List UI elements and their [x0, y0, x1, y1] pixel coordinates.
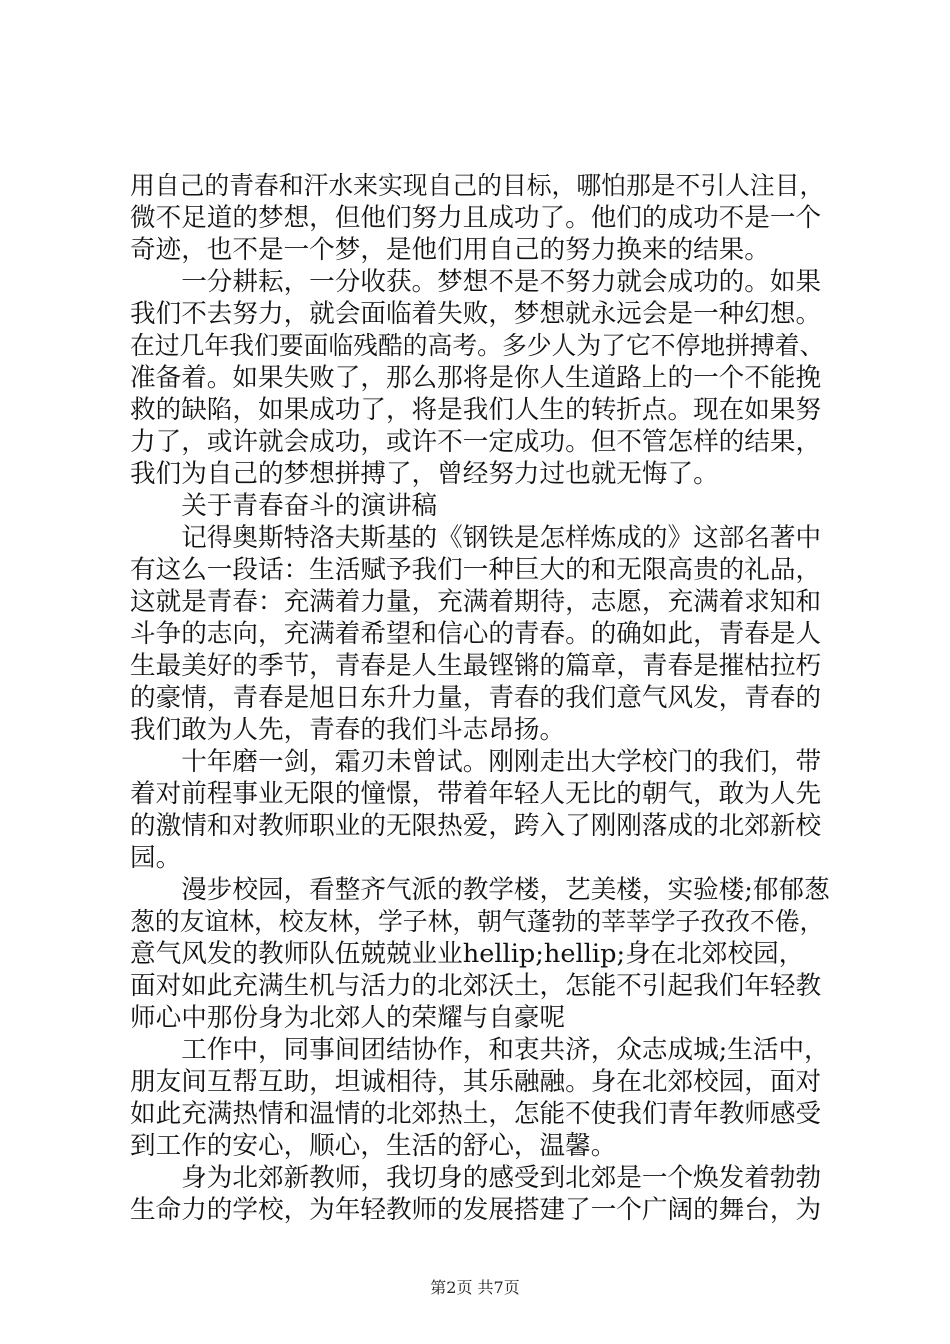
text-line: 力了，或许就会成功，或许不一定成功。但不管怎样的结果， — [130, 427, 822, 457]
text-line: 奇迹，也不是一个梦，是他们用自己的努力换来的结果。 — [130, 235, 770, 265]
text-line: 朋友间互帮互助，坦诚相待，其乐融融。身在北郊校园，面对 — [130, 1067, 822, 1097]
text-line: 工作中，同事间团结协作，和衷共济，众志成城;生活中， — [130, 1035, 830, 1065]
text-line: 用自己的青春和汗水来实现自己的目标，哪怕那是不引人注目， — [130, 171, 825, 200]
text-line: 一分耕耘，一分收获。梦想不是不努力就会成功的。如果 — [130, 267, 822, 297]
page-footer: 第2页 共7页 — [430, 1278, 520, 1297]
text-line: 关于青春奋斗的演讲稿 — [130, 491, 438, 521]
text-line: 我们不去努力，就会面临着失败，梦想就永远会是一种幻想。 — [130, 299, 822, 329]
text-line: 意气风发的教师队伍兢兢业业hellip;hellip;身在北郊校园， — [130, 939, 805, 969]
text-line: 如此充满热情和温情的北郊热土，怎能不使我们青年教师感受 — [130, 1099, 822, 1129]
text-line: 园。 — [130, 843, 182, 873]
text-line: 微不足道的梦想，但他们努力且成功了。他们的成功不是一个 — [130, 203, 822, 233]
text-line: 在过几年我们要面临残酷的高考。多少人为了它不停地拼搏着、 — [130, 331, 825, 360]
text-line: 生最美好的季节，青春是人生最铿锵的篇章，青春是摧枯拉朽 — [130, 651, 822, 681]
text-line: 记得奥斯特洛夫斯基的《钢铁是怎样炼成的》这部名著中 — [130, 523, 822, 553]
text-line: 十年磨一剑，霜刃未曾试。刚刚走出大学校门的我们，带 — [130, 747, 822, 777]
text-line: 斗争的志向，充满着希望和信心的青春。的确如此，青春是人 — [130, 619, 822, 649]
text-line: 我们敢为人先，青春的我们斗志昂扬。 — [130, 715, 566, 745]
text-line: 的豪情，青春是旭日东升力量，青春的我们意气风发，青春的 — [130, 683, 822, 713]
text-line: 着对前程事业无限的憧憬，带着年轻人无比的朝气，敢为人先 — [130, 779, 822, 809]
text-line: 师心中那份身为北郊人的荣耀与自豪呢 — [130, 1003, 566, 1033]
text-line: 身为北郊新教师，我切身的感受到北郊是一个焕发着勃勃 — [130, 1163, 822, 1193]
text-line: 救的缺陷，如果成功了，将是我们人生的转折点。现在如果努 — [130, 395, 822, 425]
text-line: 生命力的学校，为年轻教师的发展搭建了一个广阔的舞台，为 — [130, 1195, 822, 1225]
text-line: 的激情和对教师职业的无限热爱，跨入了刚刚落成的北郊新校 — [130, 811, 822, 841]
text-line: 到工作的安心，顺心，生活的舒心，温馨。 — [130, 1131, 617, 1161]
body-text — [130, 170, 830, 1226]
text-line: 漫步校园，看整齐气派的教学楼，艺美楼，实验楼;郁郁葱 — [130, 875, 830, 905]
text-line: 葱的友谊林，校友林，学子林，朝气蓬勃的莘莘学子孜孜不倦， — [130, 907, 825, 936]
text-line: 我们为自己的梦想拼搏了，曾经努力过也就无悔了。 — [130, 459, 719, 489]
text-line: 这就是青春：充满着力量，充满着期待，志愿，充满着求知和 — [130, 587, 822, 617]
text-line: 有这么一段话：生活赋予我们一种巨大的和无限高贵的礼品， — [130, 555, 822, 585]
text-line: 面对如此充满生机与活力的北郊沃土，怎能不引起我们年轻教 — [130, 971, 822, 1001]
text-line: 准备着。如果失败了，那么那将是你人生道路上的一个不能挽 — [130, 363, 822, 393]
